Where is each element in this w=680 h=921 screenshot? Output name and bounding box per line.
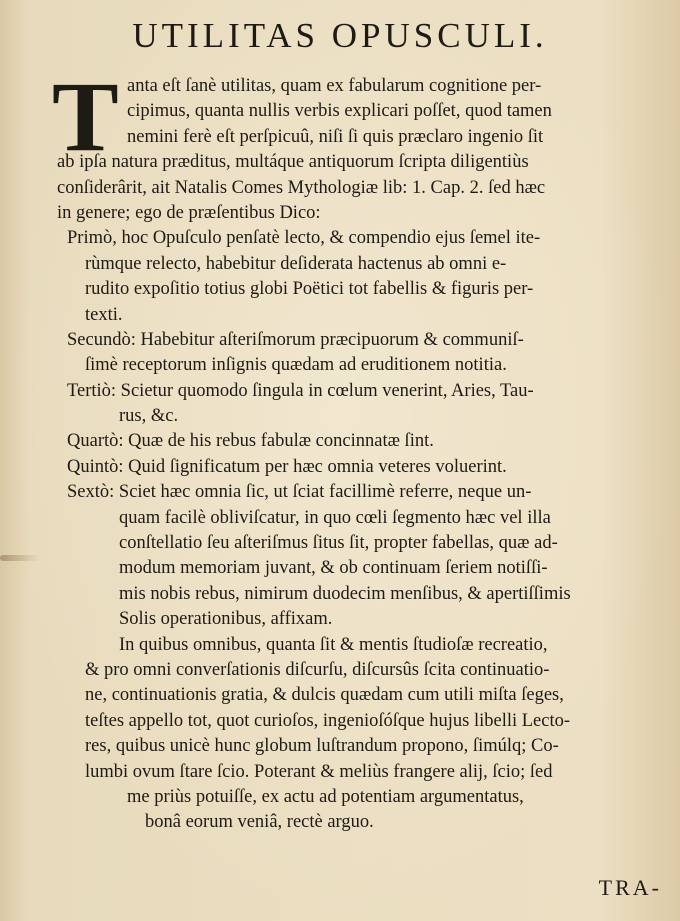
text-line: mis nobis rebus, nimirum duodecim menſibus, & apertiſſimis — [119, 583, 571, 604]
text-line: conſtellatio ſeu aſteriſmus ſitus ſit, propter fabellas, quæ ad- — [119, 533, 558, 554]
body-text — [52, 61, 669, 836]
ink-stain — [0, 555, 40, 561]
text-line: quam facilè obliviſcatur, in quo cœli ſegmento hæc vel illa — [119, 507, 551, 528]
text-line: in genere; ego de præſentibus Dico: — [57, 202, 321, 223]
text-line: ne, continuationis gratia, & dulcis quædam cum utili miſta ſeges, — [85, 685, 564, 706]
text-line: rùmque relecto, habebitur deſiderata hactenus ab omni e- — [85, 253, 507, 274]
text-line: lumbi ovum ſtare ſcio. Poterant & meliùs frangere alij, ſcio; ſed — [85, 761, 553, 782]
text-line: bonâ eorum veniâ, rectè arguo. — [145, 812, 374, 833]
text-line: Quartò: Quæ de his rebus fabulæ concinnatæ ſint. — [67, 431, 434, 452]
text-line: me priùs potuiſſe, ex actu ad potentiam argumentatus, — [127, 786, 524, 807]
text-line: anta eſt ſanè utilitas, quam ex fabularum cognitione per- — [127, 76, 542, 96]
text-line: In quibus omnibus, quanta ſit & mentis ſtudioſæ recreatio, — [119, 634, 548, 655]
text-line: modum memoriam juvant, & ob continuam ſeriem notiſſi- — [119, 558, 548, 579]
text-line: Tertiò: Scietur quomodo ſingula in cœlum venerint, Aries, Tau- — [67, 380, 534, 401]
text-line: Quintò: Quid ſignificatum per hæc omnia veteres voluerint. — [67, 456, 507, 477]
text-line: rudito expoſitio totius globi Poëtici tot fabellis & figuris per- — [85, 279, 534, 300]
page-title: UTILITAS OPUSCULI. — [132, 16, 548, 55]
text-line: texti. — [85, 304, 123, 325]
drop-cap: T — [52, 61, 119, 172]
text-line: conſiderârit, ait Natalis Comes Mythologiæ lib: 1. Cap. 2. ſed hæc — [57, 177, 546, 198]
text-line: & pro omni converſationis diſcurſu, diſcursûs ſcita continuatio- — [85, 659, 550, 680]
text-line: cipimus, quanta nullis verbis explicari poſſet, quod tamen — [127, 101, 552, 122]
text-line: nemini ferè eſt perſpicuû, niſi ſi quis præclaro ingenio ſit — [127, 126, 544, 147]
text-line: rus, &c. — [119, 406, 179, 427]
text-line: Sextò: Sciet hæc omnia ſic, ut ſciat facillimè referre, neque un- — [67, 482, 532, 503]
text-line: Solis operationibus, affixam. — [119, 609, 333, 630]
catchword: TRA- — [598, 875, 662, 900]
text-line: res, quibus unicè hunc globum luſtrandum propono, ſimúlq; Co- — [85, 736, 559, 757]
text-line: ab ipſa natura præditus, multáque antiquorum ſcripta diligentiùs — [57, 152, 529, 173]
text-line: ſimè receptorum inſignis quædam ad eruditionem notitia. — [85, 355, 507, 376]
text-line: Secundò: Habebitur aſteriſmorum præcipuorum & communiſ- — [67, 329, 524, 350]
text-line: Primò, hoc Opuſculo penſatè lecto, & compendio ejus ſemel ite- — [67, 228, 541, 249]
text-line: teſtes appello tot, quot curioſos, ingenioſóſque hujus libelli Lecto- — [85, 710, 571, 731]
